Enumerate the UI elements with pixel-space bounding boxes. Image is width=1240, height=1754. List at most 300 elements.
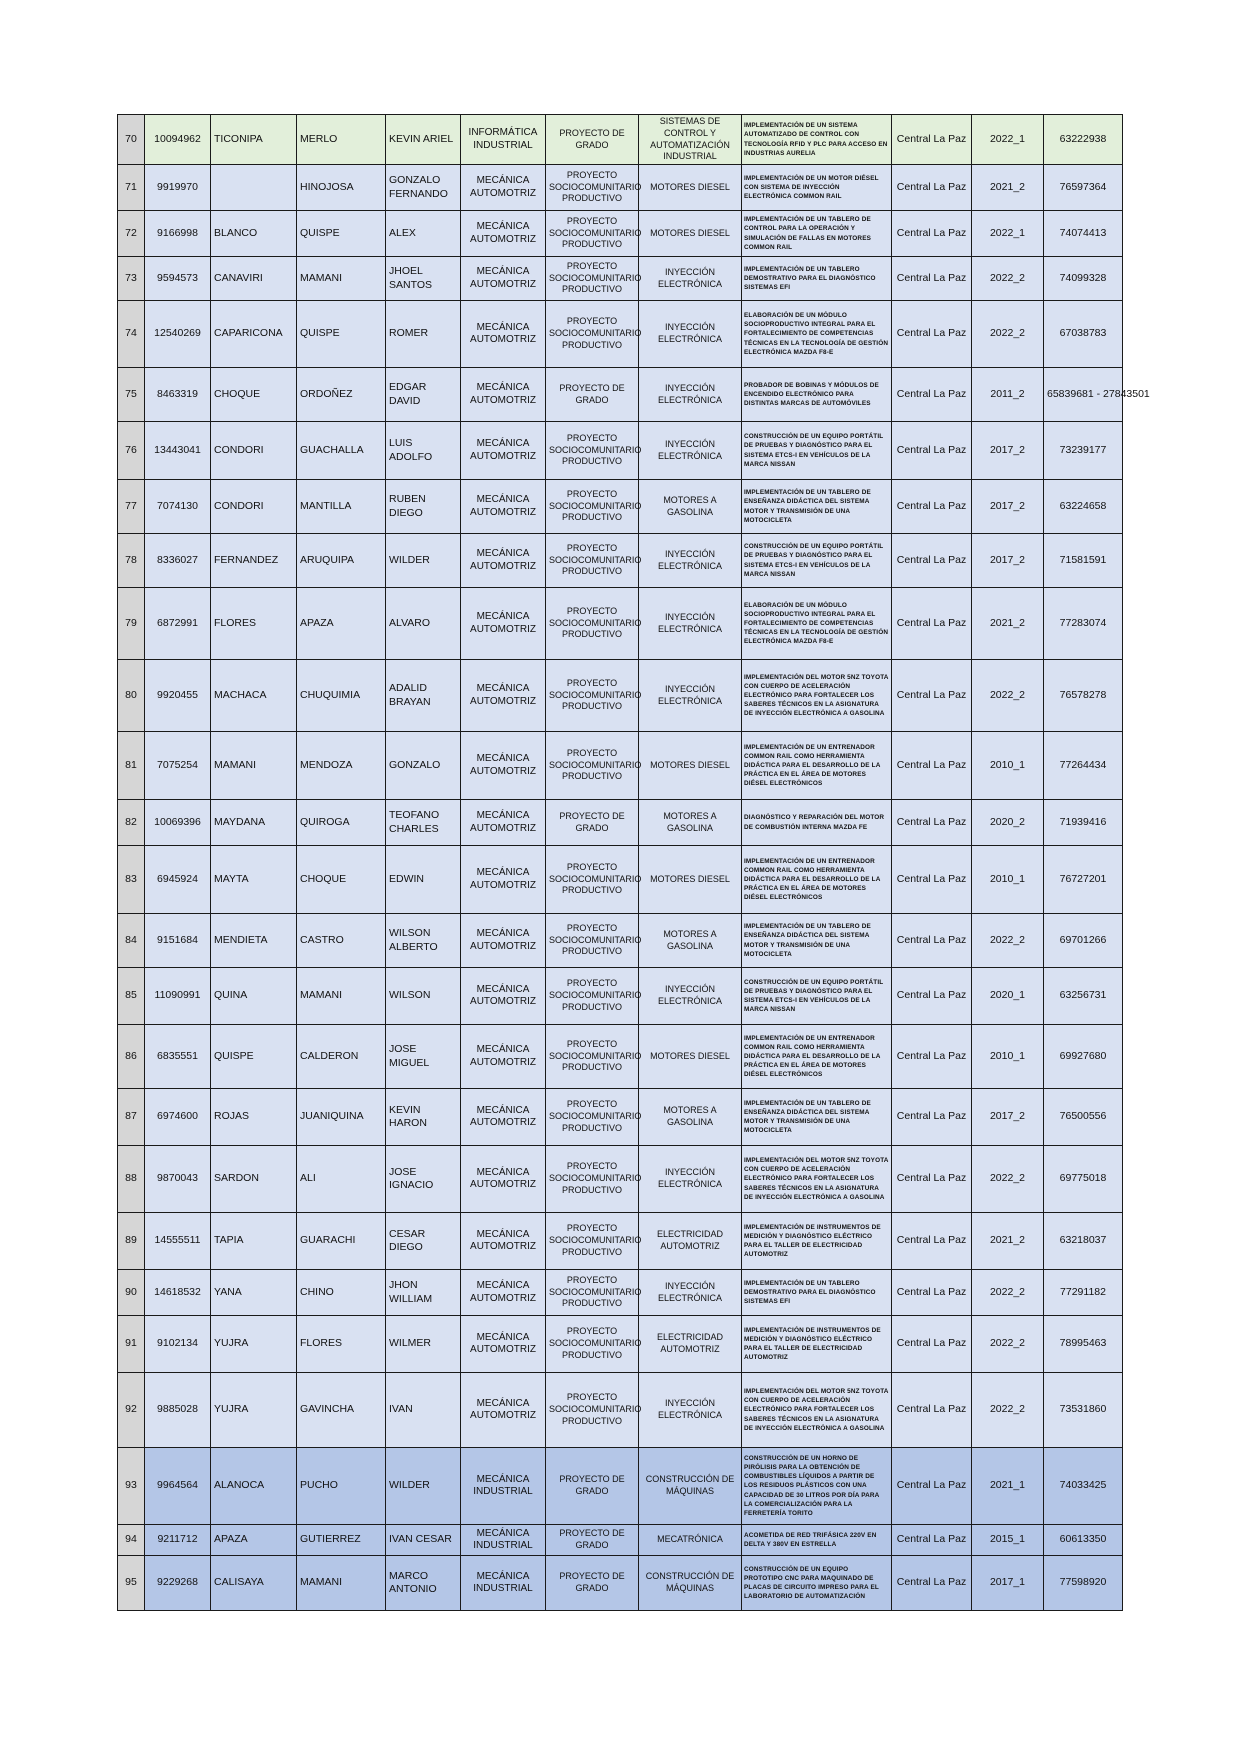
graduates-table-sheet <box>117 114 1150 1611</box>
project-title-cell: IMPLEMENTACIÓN DE UN ENTRENADOR COMMON RAIL COMO HERRAMIENTA DIDÁCTICA PARA EL DESARROLLO DE LA PRÁCTICA EN EL ÁREA DE MOTORES DIÉSEL ELECTRÓNICOS <box>742 732 892 800</box>
row-number-cell: 75 <box>118 368 145 422</box>
term-cell: 2017_2 <box>972 534 1044 588</box>
table-row <box>118 968 1123 1025</box>
paternal-surname-cell: MAYTA <box>211 846 297 914</box>
maternal-surname-cell: MENDOZA <box>297 732 386 800</box>
campus-cell: Central La Paz <box>892 480 972 534</box>
maternal-surname-cell: FLORES <box>297 1316 386 1373</box>
specialty-cell: INYECCIÓN ELECTRÓNICA <box>639 588 742 660</box>
career-cell: INFORMÁTICA INDUSTRIAL <box>461 115 546 165</box>
given-names-cell: WILDER <box>386 534 461 588</box>
phone-cell: 69701266 <box>1044 914 1123 968</box>
given-names-cell: GONZALO <box>386 732 461 800</box>
specialty-cell: SISTEMAS DE CONTROL Y AUTOMATIZACIÓN INDUSTRIAL <box>639 115 742 165</box>
campus-cell: Central La Paz <box>892 301 972 368</box>
ci-cell: 6872991 <box>145 588 211 660</box>
phone-cell: 77264434 <box>1044 732 1123 800</box>
campus-cell: Central La Paz <box>892 211 972 257</box>
paternal-surname-cell: MACHACA <box>211 660 297 732</box>
row-number-cell: 95 <box>118 1556 145 1611</box>
ci-cell: 6835551 <box>145 1025 211 1089</box>
row-number-cell: 93 <box>118 1448 145 1525</box>
campus-cell: Central La Paz <box>892 914 972 968</box>
career-cell: MECÁNICA INDUSTRIAL <box>461 1556 546 1611</box>
ci-cell: 10094962 <box>145 115 211 165</box>
career-cell: MECÁNICA AUTOMOTRIZ <box>461 1373 546 1448</box>
modality-cell: PROYECTO SOCIOCOMUNITARIO PRODUCTIVO <box>546 1213 639 1270</box>
paternal-surname-cell: QUISPE <box>211 1025 297 1089</box>
maternal-surname-cell: ALI <box>297 1146 386 1213</box>
given-names-cell: ROMER <box>386 301 461 368</box>
ci-cell: 13443041 <box>145 422 211 480</box>
paternal-surname-cell: YANA <box>211 1270 297 1316</box>
phone-cell: 63224658 <box>1044 480 1123 534</box>
row-number-cell: 94 <box>118 1525 145 1556</box>
table-row <box>118 1316 1123 1373</box>
specialty-cell: INYECCIÓN ELECTRÓNICA <box>639 1146 742 1213</box>
term-cell: 2020_2 <box>972 800 1044 846</box>
row-number-cell: 86 <box>118 1025 145 1089</box>
campus-cell: Central La Paz <box>892 1373 972 1448</box>
maternal-surname-cell: CHINO <box>297 1270 386 1316</box>
term-cell: 2022_2 <box>972 1270 1044 1316</box>
table-row <box>118 115 1123 165</box>
term-cell: 2022_2 <box>972 1373 1044 1448</box>
modality-cell: PROYECTO SOCIOCOMUNITARIO PRODUCTIVO <box>546 422 639 480</box>
table-row <box>118 1556 1123 1611</box>
campus-cell: Central La Paz <box>892 1213 972 1270</box>
career-cell: MECÁNICA AUTOMOTRIZ <box>461 480 546 534</box>
table-row <box>118 660 1123 732</box>
career-cell: MECÁNICA AUTOMOTRIZ <box>461 422 546 480</box>
career-cell: MECÁNICA AUTOMOTRIZ <box>461 588 546 660</box>
phone-cell: 77283074 <box>1044 588 1123 660</box>
given-names-cell: WILSON ALBERTO <box>386 914 461 968</box>
specialty-cell: INYECCIÓN ELECTRÓNICA <box>639 301 742 368</box>
specialty-cell: INYECCIÓN ELECTRÓNICA <box>639 422 742 480</box>
maternal-surname-cell: MAMANI <box>297 968 386 1025</box>
given-names-cell: WILMER <box>386 1316 461 1373</box>
specialty-cell: INYECCIÓN ELECTRÓNICA <box>639 534 742 588</box>
modality-cell: PROYECTO SOCIOCOMUNITARIO PRODUCTIVO <box>546 968 639 1025</box>
maternal-surname-cell: QUISPE <box>297 211 386 257</box>
modality-cell: PROYECTO SOCIOCOMUNITARIO PRODUCTIVO <box>546 914 639 968</box>
maternal-surname-cell: APAZA <box>297 588 386 660</box>
term-cell: 2021_2 <box>972 165 1044 211</box>
term-cell: 2021_2 <box>972 588 1044 660</box>
row-number-cell: 87 <box>118 1089 145 1146</box>
modality-cell: PROYECTO SOCIOCOMUNITARIO PRODUCTIVO <box>546 1270 639 1316</box>
row-number-cell: 91 <box>118 1316 145 1373</box>
campus-cell: Central La Paz <box>892 1270 972 1316</box>
project-title-cell: IMPLEMENTACIÓN DE UN TABLERO DEMOSTRATIVO PARA EL DIAGNÓSTICO SISTEMAS EFI <box>742 1270 892 1316</box>
table-row <box>118 480 1123 534</box>
modality-cell: PROYECTO SOCIOCOMUNITARIO PRODUCTIVO <box>546 846 639 914</box>
campus-cell: Central La Paz <box>892 1025 972 1089</box>
modality-cell: PROYECTO SOCIOCOMUNITARIO PRODUCTIVO <box>546 660 639 732</box>
row-number-cell: 81 <box>118 732 145 800</box>
modality-cell: PROYECTO SOCIOCOMUNITARIO PRODUCTIVO <box>546 301 639 368</box>
career-cell: MECÁNICA AUTOMOTRIZ <box>461 968 546 1025</box>
project-title-cell: ELABORACIÓN DE UN MÓDULO SOCIOPRODUCTIVO INTEGRAL PARA EL FORTALECIMIENTO DE COMPETENCIAS TÉCNICAS EN LA TECNOLOGÍA DE GESTIÓN ELECTRÓNICA MAZDA F8-E <box>742 588 892 660</box>
project-title-cell: IMPLEMENTACIÓN DE UN MOTOR DIÉSEL CON SISTEMA DE INYECCIÓN ELECTRÓNICA COMMON RAIL <box>742 165 892 211</box>
given-names-cell: CESAR DIEGO <box>386 1213 461 1270</box>
paternal-surname-cell: YUJRA <box>211 1373 297 1448</box>
paternal-surname-cell: CANAVIRI <box>211 257 297 301</box>
maternal-surname-cell: MAMANI <box>297 1556 386 1611</box>
campus-cell: Central La Paz <box>892 534 972 588</box>
project-title-cell: ACOMETIDA DE RED TRIFÁSICA 220V EN DELTA Y 380V EN ESTRELLA <box>742 1525 892 1556</box>
row-number-cell: 88 <box>118 1146 145 1213</box>
graduates-table <box>117 114 1150 1611</box>
project-title-cell: IMPLEMENTACIÓN DE UN SISTEMA AUTOMATIZADO DE CONTROL CON TECNOLOGÍA RFID Y PLC PARA ACCESO EN INDUSTRIAS AURELIA <box>742 115 892 165</box>
project-title-cell: IMPLEMENTACIÓN DE UN TABLERO DEMOSTRATIVO PARA EL DIAGNÓSTICO SISTEMAS EFI <box>742 257 892 301</box>
maternal-surname-cell: MANTILLA <box>297 480 386 534</box>
maternal-surname-cell: MAMANI <box>297 257 386 301</box>
term-cell: 2022_2 <box>972 301 1044 368</box>
ci-cell: 9885028 <box>145 1373 211 1448</box>
paternal-surname-cell <box>211 165 297 211</box>
project-title-cell: CONSTRUCCIÓN DE UN EQUIPO PORTÁTIL DE PRUEBAS Y DIAGNÓSTICO PARA EL SISTEMA ETCS-I EN VEHÍCULOS DE LA MARCA NISSAN <box>742 422 892 480</box>
ci-cell: 9919970 <box>145 165 211 211</box>
row-number-cell: 83 <box>118 846 145 914</box>
maternal-surname-cell: ARUQUIPA <box>297 534 386 588</box>
term-cell: 2020_1 <box>972 968 1044 1025</box>
ci-cell: 12540269 <box>145 301 211 368</box>
given-names-cell: WILSON <box>386 968 461 1025</box>
paternal-surname-cell: TICONIPA <box>211 115 297 165</box>
given-names-cell: IVAN <box>386 1373 461 1448</box>
row-number-cell: 78 <box>118 534 145 588</box>
modality-cell: PROYECTO SOCIOCOMUNITARIO PRODUCTIVO <box>546 588 639 660</box>
ci-cell: 8463319 <box>145 368 211 422</box>
ci-cell: 9102134 <box>145 1316 211 1373</box>
paternal-surname-cell: MAMANI <box>211 732 297 800</box>
career-cell: MECÁNICA AUTOMOTRIZ <box>461 257 546 301</box>
modality-cell: PROYECTO DE GRADO <box>546 115 639 165</box>
term-cell: 2011_2 <box>972 368 1044 422</box>
specialty-cell: MOTORES DIESEL <box>639 732 742 800</box>
modality-cell: PROYECTO SOCIOCOMUNITARIO PRODUCTIVO <box>546 1025 639 1089</box>
given-names-cell: GONZALO FERNANDO <box>386 165 461 211</box>
table-row <box>118 800 1123 846</box>
given-names-cell: EDGAR DAVID <box>386 368 461 422</box>
project-title-cell: PROBADOR DE BOBINAS Y MÓDULOS DE ENCENDIDO ELECTRÓNICO PARA DISTINTAS MARCAS DE AUTOMÓVILES <box>742 368 892 422</box>
maternal-surname-cell: GUTIERREZ <box>297 1525 386 1556</box>
ci-cell: 9211712 <box>145 1525 211 1556</box>
ci-cell: 9964564 <box>145 1448 211 1525</box>
given-names-cell: WILDER <box>386 1448 461 1525</box>
modality-cell: PROYECTO SOCIOCOMUNITARIO PRODUCTIVO <box>546 480 639 534</box>
table-row <box>118 1373 1123 1448</box>
ci-cell: 9870043 <box>145 1146 211 1213</box>
phone-cell: 63222938 <box>1044 115 1123 165</box>
project-title-cell: IMPLEMENTACIÓN DEL MOTOR 5NZ TOYOTA CON CUERPO DE ACELERACIÓN ELECTRÓNICO PARA FORTALECER LOS SABERES TÉCNICOS EN LA ASIGNATURA DE INYECCIÓN ELECTRÓNICA A GASOLINA <box>742 660 892 732</box>
row-number-cell: 92 <box>118 1373 145 1448</box>
ci-cell: 7074130 <box>145 480 211 534</box>
paternal-surname-cell: QUINA <box>211 968 297 1025</box>
campus-cell: Central La Paz <box>892 165 972 211</box>
table-row <box>118 1448 1123 1525</box>
phone-cell: 74074413 <box>1044 211 1123 257</box>
given-names-cell: TEOFANO CHARLES <box>386 800 461 846</box>
phone-cell: 74099328 <box>1044 257 1123 301</box>
specialty-cell: MOTORES DIESEL <box>639 211 742 257</box>
table-row <box>118 368 1123 422</box>
project-title-cell: CONSTRUCCIÓN DE UN EQUIPO PORTÁTIL DE PRUEBAS Y DIAGNÓSTICO PARA EL SISTEMA ETCS-I EN VEHÍCULOS DE LA MARCA NISSAN <box>742 534 892 588</box>
row-number-cell: 79 <box>118 588 145 660</box>
term-cell: 2022_2 <box>972 660 1044 732</box>
row-number-cell: 84 <box>118 914 145 968</box>
term-cell: 2022_1 <box>972 211 1044 257</box>
table-row <box>118 846 1123 914</box>
term-cell: 2017_2 <box>972 422 1044 480</box>
campus-cell: Central La Paz <box>892 1448 972 1525</box>
phone-cell: 76727201 <box>1044 846 1123 914</box>
term-cell: 2010_1 <box>972 846 1044 914</box>
career-cell: MECÁNICA AUTOMOTRIZ <box>461 301 546 368</box>
campus-cell: Central La Paz <box>892 1146 972 1213</box>
table-row <box>118 1270 1123 1316</box>
maternal-surname-cell: PUCHO <box>297 1448 386 1525</box>
project-title-cell: IMPLEMENTACIÓN DEL MOTOR 5NZ TOYOTA CON CUERPO DE ACELERACIÓN ELECTRÓNICO PARA FORTALECER LOS SABERES TÉCNICOS EN LA ASIGNATURA DE INYECCIÓN ELECTRÓNICA A GASOLINA <box>742 1146 892 1213</box>
career-cell: MECÁNICA INDUSTRIAL <box>461 1525 546 1556</box>
paternal-surname-cell: CHOQUE <box>211 368 297 422</box>
career-cell: MECÁNICA AUTOMOTRIZ <box>461 534 546 588</box>
campus-cell: Central La Paz <box>892 1089 972 1146</box>
project-title-cell: IMPLEMENTACIÓN DE UN TABLERO DE ENSEÑANZA DIDÁCTICA DEL SISTEMA MOTOR Y TRANSMISIÓN DE UNA MOTOCICLETA <box>742 480 892 534</box>
specialty-cell: INYECCIÓN ELECTRÓNICA <box>639 1270 742 1316</box>
modality-cell: PROYECTO DE GRADO <box>546 1556 639 1611</box>
project-title-cell: CONSTRUCCIÓN DE UN HORNO DE PIRÓLISIS PARA LA OBTENCIÓN DE COMBUSTIBLES LÍQUIDOS A PARTIR DE LOS RESIDUOS PLÁSTICOS CON UNA CAPACIDAD DE 30 LITROS POR DÍA PARA LA COMERCIALIZACIÓN PARA LA FERRETERÍA TORITO <box>742 1448 892 1525</box>
given-names-cell: LUIS ADOLFO <box>386 422 461 480</box>
campus-cell: Central La Paz <box>892 660 972 732</box>
ci-cell: 9594573 <box>145 257 211 301</box>
given-names-cell: RUBEN DIEGO <box>386 480 461 534</box>
career-cell: MECÁNICA AUTOMOTRIZ <box>461 1270 546 1316</box>
table-row <box>118 301 1123 368</box>
paternal-surname-cell: FLORES <box>211 588 297 660</box>
career-cell: MECÁNICA AUTOMOTRIZ <box>461 660 546 732</box>
maternal-surname-cell: GAVINCHA <box>297 1373 386 1448</box>
paternal-surname-cell: YUJRA <box>211 1316 297 1373</box>
paternal-surname-cell: CONDORI <box>211 422 297 480</box>
specialty-cell: INYECCIÓN ELECTRÓNICA <box>639 1373 742 1448</box>
table-row <box>118 257 1123 301</box>
project-title-cell: IMPLEMENTACIÓN DE UN TABLERO DE ENSEÑANZA DIDÁCTICA DEL SISTEMA MOTOR Y TRANSMISIÓN DE UNA MOTOCICLETA <box>742 914 892 968</box>
given-names-cell: EDWIN <box>386 846 461 914</box>
modality-cell: PROYECTO SOCIOCOMUNITARIO PRODUCTIVO <box>546 1316 639 1373</box>
modality-cell: PROYECTO SOCIOCOMUNITARIO PRODUCTIVO <box>546 732 639 800</box>
phone-cell: 69927680 <box>1044 1025 1123 1089</box>
paternal-surname-cell: TAPIA <box>211 1213 297 1270</box>
ci-cell: 6974600 <box>145 1089 211 1146</box>
term-cell: 2022_2 <box>972 914 1044 968</box>
specialty-cell: MOTORES DIESEL <box>639 165 742 211</box>
phone-cell: 74033425 <box>1044 1448 1123 1525</box>
term-cell: 2017_1 <box>972 1556 1044 1611</box>
table-row <box>118 534 1123 588</box>
campus-cell: Central La Paz <box>892 115 972 165</box>
career-cell: MECÁNICA AUTOMOTRIZ <box>461 368 546 422</box>
specialty-cell: INYECCIÓN ELECTRÓNICA <box>639 368 742 422</box>
row-number-cell: 80 <box>118 660 145 732</box>
modality-cell: PROYECTO DE GRADO <box>546 800 639 846</box>
term-cell: 2010_1 <box>972 732 1044 800</box>
table-row <box>118 1213 1123 1270</box>
table-row <box>118 211 1123 257</box>
row-number-cell: 82 <box>118 800 145 846</box>
modality-cell: PROYECTO SOCIOCOMUNITARIO PRODUCTIVO <box>546 1146 639 1213</box>
phone-cell: 77598920 <box>1044 1556 1123 1611</box>
term-cell: 2022_2 <box>972 1316 1044 1373</box>
maternal-surname-cell: CHOQUE <box>297 846 386 914</box>
term-cell: 2022_2 <box>972 1146 1044 1213</box>
ci-cell: 7075254 <box>145 732 211 800</box>
project-title-cell: IMPLEMENTACIÓN DE UN ENTRENADOR COMMON RAIL COMO HERRAMIENTA DIDÁCTICA PARA EL DESARROLLO DE LA PRÁCTICA EN EL ÁREA DE MOTORES DIÉSEL ELECTRÓNICOS <box>742 846 892 914</box>
campus-cell: Central La Paz <box>892 588 972 660</box>
modality-cell: PROYECTO DE GRADO <box>546 368 639 422</box>
table-row <box>118 422 1123 480</box>
career-cell: MECÁNICA AUTOMOTRIZ <box>461 165 546 211</box>
phone-cell: 60613350 <box>1044 1525 1123 1556</box>
phone-cell: 76578278 <box>1044 660 1123 732</box>
maternal-surname-cell: MERLO <box>297 115 386 165</box>
table-row <box>118 732 1123 800</box>
modality-cell: PROYECTO SOCIOCOMUNITARIO PRODUCTIVO <box>546 534 639 588</box>
maternal-surname-cell: QUIROGA <box>297 800 386 846</box>
table-row <box>118 1525 1123 1556</box>
row-number-cell: 72 <box>118 211 145 257</box>
given-names-cell: IVAN CESAR <box>386 1525 461 1556</box>
maternal-surname-cell: CHUQUIMIA <box>297 660 386 732</box>
career-cell: MECÁNICA AUTOMOTRIZ <box>461 846 546 914</box>
phone-cell: 63256731 <box>1044 968 1123 1025</box>
career-cell: MECÁNICA AUTOMOTRIZ <box>461 1089 546 1146</box>
campus-cell: Central La Paz <box>892 800 972 846</box>
campus-cell: Central La Paz <box>892 846 972 914</box>
campus-cell: Central La Paz <box>892 257 972 301</box>
specialty-cell: INYECCIÓN ELECTRÓNICA <box>639 968 742 1025</box>
phone-cell: 71939416 <box>1044 800 1123 846</box>
specialty-cell: MOTORES DIESEL <box>639 1025 742 1089</box>
specialty-cell: ELECTRICIDAD AUTOMOTRIZ <box>639 1316 742 1373</box>
table-row <box>118 588 1123 660</box>
given-names-cell: JOSE MIGUEL <box>386 1025 461 1089</box>
modality-cell: PROYECTO SOCIOCOMUNITARIO PRODUCTIVO <box>546 1373 639 1448</box>
specialty-cell: MOTORES A GASOLINA <box>639 480 742 534</box>
career-cell: MECÁNICA AUTOMOTRIZ <box>461 1316 546 1373</box>
campus-cell: Central La Paz <box>892 422 972 480</box>
modality-cell: PROYECTO SOCIOCOMUNITARIO PRODUCTIVO <box>546 1089 639 1146</box>
specialty-cell: MECATRÓNICA <box>639 1525 742 1556</box>
project-title-cell: IMPLEMENTACIÓN DE UN TABLERO DE CONTROL PARA LA OPERACIÓN Y SIMULACIÓN DE FALLAS EN MOTORES COMMON RAIL <box>742 211 892 257</box>
phone-cell: 69775018 <box>1044 1146 1123 1213</box>
given-names-cell: ADALID BRAYAN <box>386 660 461 732</box>
term-cell: 2022_2 <box>972 257 1044 301</box>
specialty-cell: CONSTRUCCIÓN DE MÁQUINAS <box>639 1448 742 1525</box>
term-cell: 2017_2 <box>972 1089 1044 1146</box>
maternal-surname-cell: QUISPE <box>297 301 386 368</box>
paternal-surname-cell: CAPARICONA <box>211 301 297 368</box>
ci-cell: 9151684 <box>145 914 211 968</box>
phone-cell: 63218037 <box>1044 1213 1123 1270</box>
row-number-cell: 74 <box>118 301 145 368</box>
table-row <box>118 1025 1123 1089</box>
specialty-cell: MOTORES A GASOLINA <box>639 914 742 968</box>
phone-cell: 76597364 <box>1044 165 1123 211</box>
term-cell: 2017_2 <box>972 480 1044 534</box>
maternal-surname-cell: HINOJOSA <box>297 165 386 211</box>
ci-cell: 9166998 <box>145 211 211 257</box>
phone-cell: 73531860 <box>1044 1373 1123 1448</box>
given-names-cell: MARCO ANTONIO <box>386 1556 461 1611</box>
project-title-cell: DIAGNÓSTICO Y REPARACIÓN DEL MOTOR DE COMBUSTIÓN INTERNA MAZDA FE <box>742 800 892 846</box>
phone-cell: 65839681 - 27843501 <box>1044 368 1123 422</box>
term-cell: 2021_1 <box>972 1448 1044 1525</box>
given-names-cell: ALVARO <box>386 588 461 660</box>
maternal-surname-cell: JUANIQUINA <box>297 1089 386 1146</box>
specialty-cell: MOTORES A GASOLINA <box>639 1089 742 1146</box>
phone-cell: 71581591 <box>1044 534 1123 588</box>
specialty-cell: INYECCIÓN ELECTRÓNICA <box>639 257 742 301</box>
modality-cell: PROYECTO DE GRADO <box>546 1448 639 1525</box>
term-cell: 2015_1 <box>972 1525 1044 1556</box>
career-cell: MECÁNICA AUTOMOTRIZ <box>461 1025 546 1089</box>
ci-cell: 11090991 <box>145 968 211 1025</box>
row-number-cell: 89 <box>118 1213 145 1270</box>
campus-cell: Central La Paz <box>892 368 972 422</box>
phone-cell: 73239177 <box>1044 422 1123 480</box>
row-number-cell: 71 <box>118 165 145 211</box>
project-title-cell: IMPLEMENTACIÓN DE INSTRUMENTOS DE MEDICIÓN Y DIAGNÓSTICO ELÉCTRICO PARA EL TALLER DE ELECTRICIDAD AUTOMOTRIZ <box>742 1316 892 1373</box>
project-title-cell: IMPLEMENTACIÓN DE UN ENTRENADOR COMMON RAIL COMO HERRAMIENTA DIDÁCTICA PARA EL DESARROLLO DE LA PRÁCTICA EN EL ÁREA DE MOTORES DIÉSEL ELECTRÓNICOS <box>742 1025 892 1089</box>
career-cell: MECÁNICA AUTOMOTRIZ <box>461 1213 546 1270</box>
career-cell: MECÁNICA AUTOMOTRIZ <box>461 914 546 968</box>
maternal-surname-cell: GUARACHI <box>297 1213 386 1270</box>
career-cell: MECÁNICA AUTOMOTRIZ <box>461 211 546 257</box>
row-number-cell: 77 <box>118 480 145 534</box>
project-title-cell: IMPLEMENTACIÓN DE UN TABLERO DE ENSEÑANZA DIDÁCTICA DEL SISTEMA MOTOR Y TRANSMISIÓN DE UNA MOTOCICLETA <box>742 1089 892 1146</box>
given-names-cell: ALEX <box>386 211 461 257</box>
career-cell: MECÁNICA AUTOMOTRIZ <box>461 732 546 800</box>
term-cell: 2010_1 <box>972 1025 1044 1089</box>
table-body <box>118 115 1150 1611</box>
project-title-cell: CONSTRUCCIÓN DE UN EQUIPO PORTÁTIL DE PRUEBAS Y DIAGNÓSTICO PARA EL SISTEMA ETCS-I EN VEHÍCULOS DE LA MARCA NISSAN <box>742 968 892 1025</box>
given-names-cell: JHOEL SANTOS <box>386 257 461 301</box>
specialty-cell: CONSTRUCCIÓN DE MÁQUINAS <box>639 1556 742 1611</box>
given-names-cell: JOSE IGNACIO <box>386 1146 461 1213</box>
phone-cell: 77291182 <box>1044 1270 1123 1316</box>
row-number-cell: 73 <box>118 257 145 301</box>
project-title-cell: IMPLEMENTACIÓN DE INSTRUMENTOS DE MEDICIÓN Y DIAGNÓSTICO ELÉCTRICO PARA EL TALLER DE ELECTRICIDAD AUTOMOTRIZ <box>742 1213 892 1270</box>
campus-cell: Central La Paz <box>892 1525 972 1556</box>
project-title-cell: IMPLEMENTACIÓN DEL MOTOR 5NZ TOYOTA CON CUERPO DE ACELERACIÓN ELECTRÓNICO PARA FORTALECER LOS SABERES TÉCNICOS EN LA ASIGNATURA DE INYECCIÓN ELECTRÓNICA A GASOLINA <box>742 1373 892 1448</box>
phone-cell: 67038783 <box>1044 301 1123 368</box>
campus-cell: Central La Paz <box>892 968 972 1025</box>
modality-cell: PROYECTO SOCIOCOMUNITARIO PRODUCTIVO <box>546 211 639 257</box>
paternal-surname-cell: ROJAS <box>211 1089 297 1146</box>
ci-cell: 14618532 <box>145 1270 211 1316</box>
paternal-surname-cell: CONDORI <box>211 480 297 534</box>
maternal-surname-cell: CASTRO <box>297 914 386 968</box>
specialty-cell: ELECTRICIDAD AUTOMOTRIZ <box>639 1213 742 1270</box>
project-title-cell: CONSTRUCCIÓN DE UN EQUIPO PROTOTIPO CNC PARA MAQUINADO DE PLACAS DE CIRCUITO IMPRESO PARA EL LABORATORIO DE AUTOMATIZACIÓN <box>742 1556 892 1611</box>
paternal-surname-cell: ALANOCA <box>211 1448 297 1525</box>
paternal-surname-cell: CALISAYA <box>211 1556 297 1611</box>
campus-cell: Central La Paz <box>892 732 972 800</box>
given-names-cell: KEVIN ARIEL <box>386 115 461 165</box>
